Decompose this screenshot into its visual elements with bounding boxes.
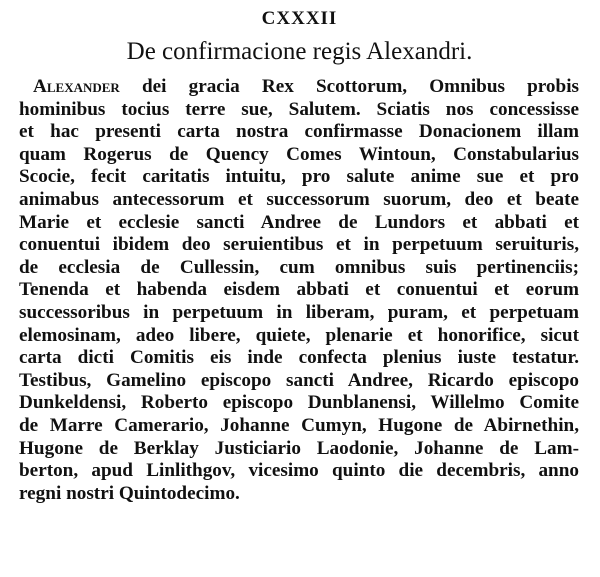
text-line-7: Marie et ecclesie sancti Andree de Lundors et abbati et <box>19 211 579 233</box>
charter-title: De confirmacione regis Alexandri. <box>126 38 473 65</box>
first-line-rest: dei gracia Rex Scottorum, Omnibus probis <box>119 76 579 97</box>
text-line-19: regni nostri Quintodecimo. <box>19 482 240 504</box>
text-line-14: Testibus, Gamelino episcopo sancti Andree, Ricardo episcopo <box>19 369 579 391</box>
text-line-2: hominibus tocius terre sue, Salutem. Sciatis nos concessisse <box>19 98 579 120</box>
text-line-10: Tenenda et habenda eisdem abbati et conuentui et eorum <box>19 279 579 301</box>
text-line-5: Scocie, fecit caritatis intuitu, pro salute anime sue et pro <box>19 166 579 188</box>
text-line-1 <box>19 76 579 99</box>
text-line-13: carta dicti Comitis eis inde confecta plenius iuste testatur. <box>19 347 579 369</box>
text-line-17: Hugone de Berklay Justiciario Laodonie, Johanne de Lam- <box>19 437 579 459</box>
text-line-6: animabus antecessorum et successorum suorum, deo et beate <box>19 188 579 210</box>
text-line-8: conuentui ibidem deo seruientibus et in perpetuum seruituris, <box>19 234 579 256</box>
text-line-16: de Marre Camerario, Johanne Cumyn, Hugone de Abirnethin, <box>19 414 579 436</box>
charter-text <box>19 76 580 505</box>
text-line-15: Dunkeldensi, Roberto episcopo Dunblanensi, Willelmo Comite <box>19 392 579 414</box>
text-line-12: elemosinam, adeo libere, quiete, plenarie et honorifice, sicut <box>19 324 579 346</box>
text-line-18: berton, apud Linlithgov, vicesimo quinto die decembris, anno <box>19 460 579 482</box>
text-line-3: et hac presenti carta nostra confirmasse Donacionem illam <box>19 121 579 143</box>
opening-word: Alexander <box>33 76 120 97</box>
charter-number: CXXXII <box>261 8 338 29</box>
text-line-4: quam Rogerus de Quency Comes Wintoun, Constabularius <box>19 143 579 165</box>
text-line-11: successoribus in perpetuum in liberam, puram, et perpetuam <box>19 301 579 323</box>
text-line-9: de ecclesia de Cullessin, cum omnibus suis pertinenciis; <box>19 256 579 278</box>
